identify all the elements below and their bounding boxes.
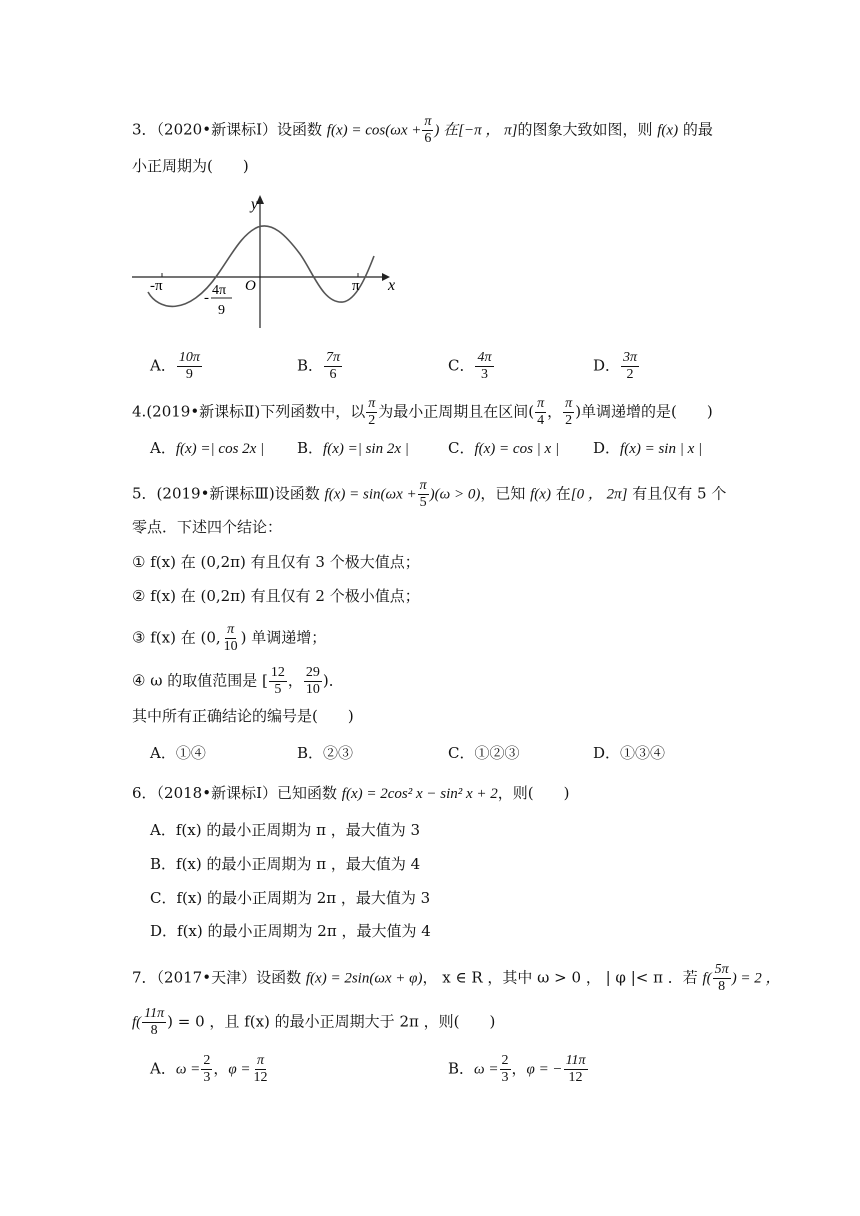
q6-option-b[interactable] bbox=[150, 853, 420, 875]
q4-fraction bbox=[366, 396, 377, 429]
frac-den-label: 9 bbox=[218, 303, 225, 318]
option-text: f(x) =| sin 2x | bbox=[323, 441, 409, 457]
q3-interval: [−π ， π] bbox=[458, 122, 518, 139]
option-sep: ， bbox=[511, 1059, 527, 1078]
q7-f-open: f( bbox=[702, 970, 712, 987]
q7-text: 设函数 bbox=[256, 968, 302, 987]
q6-stem bbox=[132, 782, 570, 805]
option-fraction bbox=[621, 350, 639, 383]
frac-den: 6 bbox=[329, 367, 337, 382]
option-label: C． bbox=[448, 439, 475, 457]
q3-stem-line2: 小正周期为( ) bbox=[132, 157, 249, 175]
q4-option-d[interactable] bbox=[593, 437, 702, 460]
q7-number: 7． bbox=[132, 968, 157, 987]
q4-number: 4. bbox=[132, 402, 147, 421]
q6-text: 已知函数 bbox=[277, 784, 338, 802]
claim-text: ④ ω 的取值范围是 [ bbox=[132, 671, 268, 690]
q3-text3: 的图象大致如图，则 bbox=[517, 120, 653, 139]
q3-text2: ) 在 bbox=[434, 122, 459, 139]
frac-num: 5π bbox=[714, 962, 729, 977]
q3-source: （2020•新课标Ⅰ） bbox=[156, 120, 277, 139]
q7-fraction2 bbox=[142, 1006, 166, 1039]
x-axis-label: x bbox=[388, 277, 396, 294]
option-label: B． bbox=[297, 356, 324, 375]
q6-option-d[interactable] bbox=[150, 920, 431, 942]
claim-comma: ， bbox=[287, 671, 303, 690]
option-fraction bbox=[500, 1053, 511, 1086]
q5-ask: 其中所有正确结论的编号是( ) bbox=[132, 707, 354, 725]
frac-den: 12 bbox=[568, 1070, 583, 1085]
option-label: A． bbox=[150, 821, 176, 839]
frac-den: 8 bbox=[718, 979, 726, 994]
frac-den: 3 bbox=[501, 1070, 509, 1085]
option-label: A． bbox=[150, 1059, 176, 1078]
q5-option-a[interactable] bbox=[150, 742, 206, 764]
q6-option-a[interactable] bbox=[150, 819, 420, 841]
q5-claim-4 bbox=[132, 665, 344, 698]
frac-den: 9 bbox=[185, 367, 193, 382]
q7-function: f(x) = 2sin(ωx + φ) bbox=[305, 970, 423, 987]
pi-label: π bbox=[352, 278, 360, 294]
option-label: B． bbox=[297, 744, 324, 762]
q5-text2: ，已知 bbox=[480, 484, 526, 503]
claim-fraction2 bbox=[304, 665, 322, 698]
q5-option-c[interactable] bbox=[448, 742, 520, 764]
frac-num: π bbox=[565, 396, 573, 411]
frac-den: 2 bbox=[626, 367, 634, 382]
option-label: D． bbox=[593, 744, 621, 762]
option-label: A． bbox=[150, 439, 176, 457]
q5-fraction bbox=[418, 478, 429, 511]
option-fraction bbox=[324, 350, 342, 383]
q7-fraction bbox=[713, 962, 731, 995]
option-label: C． bbox=[150, 889, 177, 907]
q4-stem bbox=[132, 396, 713, 429]
q5-claim-3 bbox=[132, 622, 326, 655]
y-axis-label: y bbox=[250, 196, 258, 213]
frac-num: 2 bbox=[203, 1053, 211, 1068]
q4-fraction2 bbox=[535, 396, 546, 429]
frac-num: π bbox=[256, 1053, 264, 1068]
q7-source: （2017•天津） bbox=[156, 968, 257, 987]
q7-option-a[interactable] bbox=[150, 1053, 271, 1086]
option-text: ①②③ bbox=[474, 744, 520, 762]
claim-fraction bbox=[222, 622, 240, 655]
frac-num: π bbox=[419, 478, 427, 493]
q4-option-b[interactable] bbox=[297, 437, 409, 460]
q6-source: （2018•新课标Ⅰ） bbox=[156, 784, 277, 802]
q3-graph bbox=[130, 192, 400, 342]
q4-option-a[interactable] bbox=[150, 437, 264, 460]
claim-text: ③ f(x) 在 (0, bbox=[132, 628, 221, 647]
q3-curve bbox=[148, 226, 374, 307]
option-text: ①③④ bbox=[620, 744, 666, 762]
q3-text4: 的最 bbox=[682, 120, 713, 139]
option-phi: φ = bbox=[228, 1061, 251, 1078]
q3-option-b[interactable] bbox=[297, 350, 343, 383]
option-text: f(x) = sin | x | bbox=[620, 441, 703, 457]
option-text: ②③ bbox=[323, 744, 354, 762]
frac-num: π bbox=[537, 396, 545, 411]
frac-den: 10 bbox=[305, 682, 320, 697]
frac-den: 5 bbox=[419, 495, 427, 510]
frac-den: 5 bbox=[274, 682, 282, 697]
frac-den: 4 bbox=[537, 413, 545, 428]
frac-num: π bbox=[368, 396, 376, 411]
origin-label: O bbox=[245, 278, 256, 294]
q3-fx: f(x) bbox=[657, 122, 679, 139]
option-label: A． bbox=[150, 356, 176, 375]
option-label: A． bbox=[150, 744, 176, 762]
frac-den: 10 bbox=[223, 639, 238, 654]
frac-num: 4π bbox=[477, 350, 492, 365]
frac-den: 3 bbox=[203, 1070, 211, 1085]
option-sep: ， bbox=[213, 1059, 229, 1078]
frac-num: 3π bbox=[623, 350, 638, 365]
q4-option-c[interactable] bbox=[448, 437, 559, 460]
q5-text3: 在 bbox=[555, 484, 571, 503]
frac-num-label: 4π bbox=[212, 283, 227, 298]
option-text: f(x) =| cos 2x | bbox=[175, 441, 265, 457]
option-text: f(x) 的最小正周期为 2π ，最大值为 4 bbox=[177, 922, 431, 940]
option-fraction bbox=[201, 1053, 212, 1086]
frac-num: 7π bbox=[326, 350, 341, 365]
frac-num: 29 bbox=[305, 665, 320, 680]
q3-fraction-num: π bbox=[424, 114, 432, 129]
option-label: B． bbox=[150, 855, 177, 873]
option-text: f(x) 的最小正周期为 2π ，最大值为 3 bbox=[176, 889, 431, 907]
frac-num: π bbox=[227, 622, 235, 637]
neg-pi-label: -π bbox=[150, 278, 163, 294]
option-label: D． bbox=[593, 356, 621, 375]
q5-text: 设函数 bbox=[274, 484, 320, 503]
claim-text2: ) 单调递增； bbox=[240, 628, 327, 647]
option-fraction bbox=[475, 350, 493, 383]
q4-fraction3 bbox=[563, 396, 574, 429]
neg-sign-label: - bbox=[204, 290, 209, 306]
q5-number: 5． bbox=[132, 484, 157, 503]
option-fraction2 bbox=[564, 1053, 588, 1086]
q3-stem-line1 bbox=[132, 114, 713, 147]
q3-option-a[interactable] bbox=[150, 350, 203, 383]
q5-fx: f(x) bbox=[530, 486, 551, 503]
frac-den: 8 bbox=[150, 1023, 158, 1038]
q7-f-close: ) = 2 ， bbox=[731, 970, 781, 987]
q7-option-b[interactable] bbox=[448, 1053, 589, 1086]
option-fraction bbox=[177, 350, 202, 383]
option-text: f(x) 的最小正周期为 π ，最大值为 4 bbox=[176, 855, 421, 873]
q5-option-d[interactable] bbox=[593, 742, 665, 764]
option-fraction2 bbox=[252, 1053, 270, 1086]
frac-num: 11π bbox=[565, 1053, 586, 1068]
q4-text3: )单调递增的是( ) bbox=[575, 402, 713, 421]
q5-stem-line2: 零点．下述四个结论： bbox=[132, 518, 283, 536]
frac-num: 12 bbox=[270, 665, 285, 680]
q3-option-d[interactable] bbox=[593, 350, 640, 383]
option-label: B． bbox=[448, 1059, 475, 1078]
q6-option-c[interactable] bbox=[150, 887, 430, 909]
q6-text2: ，则( ) bbox=[497, 784, 570, 802]
frac-num: 11π bbox=[144, 1006, 165, 1021]
q6-function: f(x) = 2cos² x − sin² x + 2 bbox=[341, 786, 498, 802]
frac-num: 10π bbox=[178, 350, 200, 365]
option-label: D． bbox=[150, 922, 178, 940]
option-phi: φ = − bbox=[526, 1061, 563, 1078]
q5-option-b[interactable] bbox=[297, 742, 353, 764]
option-label: C． bbox=[448, 744, 475, 762]
q3-fraction bbox=[422, 114, 433, 147]
q5-function: f(x) = sin(ωx + bbox=[324, 486, 417, 503]
q5-source: (2019•新课标Ⅲ) bbox=[156, 484, 275, 503]
q4-paren: ( bbox=[528, 402, 535, 421]
q5-claim-2: ② f(x) 在 (0,2π) 有且仅有 2 个极小值点； bbox=[132, 587, 420, 605]
claim-text2: )． bbox=[322, 671, 344, 690]
frac-den: 3 bbox=[480, 367, 488, 382]
frac-num: 2 bbox=[501, 1053, 509, 1068]
q6-number: 6． bbox=[132, 784, 157, 802]
frac-den: 2 bbox=[565, 413, 573, 428]
frac-den: 2 bbox=[368, 413, 376, 428]
q4-text: 下列函数中，以 bbox=[260, 402, 366, 421]
q5-text4: 有且仅有 5 个 bbox=[632, 484, 727, 503]
q3-text: 设函数 bbox=[277, 120, 323, 139]
option-omega: ω = bbox=[474, 1061, 499, 1078]
q3-fraction-den: 6 bbox=[424, 131, 432, 146]
q4-comma: ， bbox=[547, 402, 563, 421]
option-text: f(x) 的最小正周期为 π ，最大值为 3 bbox=[175, 821, 421, 839]
q7-stem-line1 bbox=[132, 962, 781, 995]
q3-number: 3． bbox=[132, 120, 157, 139]
q7-f-open2: f( bbox=[132, 1014, 142, 1031]
frac-den: 12 bbox=[253, 1070, 268, 1085]
q5-claim-1: ① f(x) 在 (0,2π) 有且仅有 3 个极大值点； bbox=[132, 553, 420, 571]
option-label: C． bbox=[448, 356, 475, 375]
q7-stem-line2 bbox=[132, 1006, 495, 1039]
q5-interval: [0 ， 2π] bbox=[570, 486, 628, 503]
q7-text3: ) = 0 ，且 f(x) 的最小正周期大于 2π ，则( ) bbox=[167, 1012, 496, 1031]
option-text: f(x) = cos | x | bbox=[474, 441, 560, 457]
q3-option-c[interactable] bbox=[448, 350, 495, 383]
q4-source: (2019•新课标Ⅱ) bbox=[146, 402, 261, 421]
q5-stem-line1 bbox=[132, 478, 726, 511]
option-text: ①④ bbox=[175, 744, 206, 762]
q4-text2: 为最小正周期且在区间 bbox=[378, 402, 529, 421]
q3-function: f(x) = cos(ωx + bbox=[326, 122, 422, 139]
option-omega: ω = bbox=[175, 1061, 201, 1078]
claim-fraction bbox=[269, 665, 287, 698]
q7-text2: ， x ∈ R ，其中 ω > 0 ， | φ |< π ．若 bbox=[422, 968, 698, 987]
option-label: D． bbox=[593, 439, 621, 457]
option-label: B． bbox=[297, 439, 324, 457]
q5-cond: )(ω > 0) bbox=[429, 486, 481, 503]
